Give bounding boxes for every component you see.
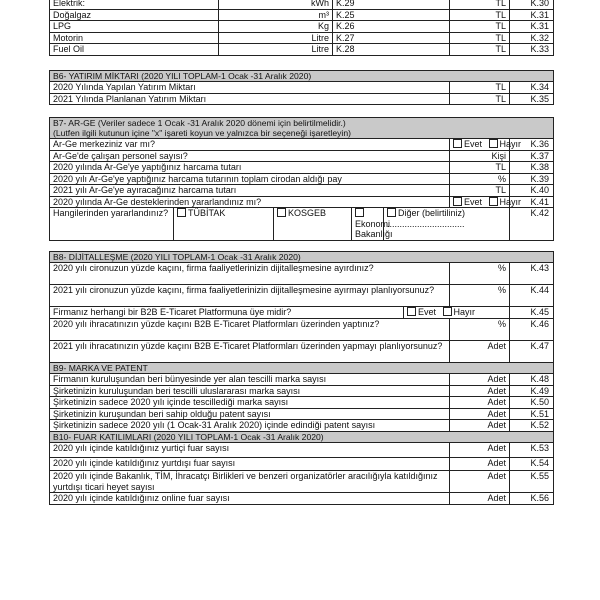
b7-label: 2021 yılı Ar-Ge'ye ayıracağınız harcama tutarı bbox=[50, 185, 450, 197]
b8-label: 2020 yılı cironuzun yüzde kaçını, firma faaliyetlerinizin dijitalleşmesine ayırdınız? bbox=[50, 263, 450, 285]
b8-row bbox=[50, 263, 554, 285]
b10-unit[interactable]: Adet bbox=[450, 458, 510, 471]
b9-code: K.50 bbox=[510, 397, 554, 409]
checkbox-icon[interactable] bbox=[489, 139, 498, 148]
b9-code: K.49 bbox=[510, 385, 554, 397]
b10-row bbox=[50, 458, 554, 471]
energy-unit: Kg bbox=[219, 21, 333, 33]
b9-unit[interactable]: Adet bbox=[450, 408, 510, 420]
b9-code: K.52 bbox=[510, 420, 554, 432]
b8-table bbox=[49, 251, 554, 363]
b10-row bbox=[50, 443, 554, 458]
b6-row bbox=[50, 82, 554, 94]
b7-support-row bbox=[50, 208, 554, 241]
b8-label: Firmanız herhangi bir B2B E-Ticaret Platformuna üye midir? bbox=[50, 307, 404, 319]
b6-label: 2021 Yılında Planlanan Yatırım Miktarı bbox=[50, 93, 450, 105]
b9-unit[interactable]: Adet bbox=[450, 374, 510, 386]
b10-unit[interactable]: Adet bbox=[450, 471, 510, 493]
option-label: KOSGEB bbox=[288, 208, 327, 218]
energy-right-unit: TL bbox=[450, 44, 510, 56]
option-label: Diğer (belirtiliniz) bbox=[398, 208, 466, 218]
b9-label: Firmanın kuruluşundan beri bünyesinde yer alan tescilli marka sayısı bbox=[50, 374, 450, 386]
b7-code: K.38 bbox=[510, 162, 554, 174]
b8-unit[interactable]: % bbox=[450, 263, 510, 285]
energy-row bbox=[50, 0, 554, 9]
energy-code: K.29 bbox=[333, 0, 450, 9]
checkbox-icon[interactable] bbox=[177, 208, 186, 217]
other-input[interactable]: ............................... bbox=[387, 218, 465, 229]
b9-table bbox=[49, 362, 554, 432]
b8-label: 2021 yılı cironuzun yüzde kaçını, firma faaliyetlerinizin dijitalleşmesine ayırmayı planlıyorsunuz? bbox=[50, 285, 450, 307]
checkbox-icon[interactable] bbox=[489, 197, 498, 206]
b7-code: K.40 bbox=[510, 185, 554, 197]
energy-unit: kWh bbox=[219, 0, 333, 9]
b9-row bbox=[50, 374, 554, 386]
b10-unit[interactable]: Adet bbox=[450, 443, 510, 458]
b8-label: 2021 yılı ihracatınızın yüzde kaçını B2B E-Ticaret Platformları üzerinden yapmayı planlıyorsunuz? bbox=[50, 340, 450, 362]
b10-code: K.54 bbox=[510, 458, 554, 471]
energy-label: Motorin bbox=[50, 32, 219, 44]
energy-right-unit: TL bbox=[450, 21, 510, 33]
b6-row bbox=[50, 93, 554, 105]
b10-row bbox=[50, 471, 554, 493]
b7-header: B7- AR-GE (Veriler sadece 1 Ocak -31 Aralık 2020 dönemi için belirtilmelidir.) bbox=[53, 118, 346, 128]
checkbox-icon[interactable] bbox=[443, 307, 452, 316]
option-label: Hayır bbox=[453, 307, 476, 317]
b8-row bbox=[50, 340, 554, 362]
b9-unit[interactable]: Adet bbox=[450, 397, 510, 409]
energy-row bbox=[50, 32, 554, 44]
b9-label: Şirketinizin kuruşundan beri sahip olduğu patent sayısı bbox=[50, 408, 450, 420]
b8-row bbox=[50, 285, 554, 307]
b7-label: Ar-Ge merkeziniz var mı? bbox=[50, 139, 450, 151]
b6-code: K.35 bbox=[510, 93, 554, 105]
b6-unit[interactable]: TL bbox=[450, 93, 510, 105]
energy-code: K.25 bbox=[333, 9, 450, 21]
b9-row bbox=[50, 408, 554, 420]
b8-code: K.45 bbox=[510, 307, 554, 319]
energy-label: LPG bbox=[50, 21, 219, 33]
b7-code: K.39 bbox=[510, 173, 554, 185]
b10-code: K.53 bbox=[510, 443, 554, 458]
b7-header-note: (Lutfen ilgili kutunun içine "x" işareti koyun ve yalnızca bir seçeneği işaretleyin) bbox=[53, 128, 351, 138]
b10-code: K.55 bbox=[510, 471, 554, 493]
b10-table bbox=[49, 431, 554, 505]
energy-label: Doğalgaz bbox=[50, 9, 219, 21]
b10-unit[interactable]: Adet bbox=[450, 493, 510, 505]
energy-right-unit: TL bbox=[450, 9, 510, 21]
b9-row bbox=[50, 385, 554, 397]
checkbox-icon[interactable] bbox=[387, 208, 396, 217]
energy-right-code: K.31 bbox=[510, 9, 554, 21]
b9-code: K.51 bbox=[510, 408, 554, 420]
b7-row bbox=[50, 173, 554, 185]
energy-code: K.27 bbox=[333, 32, 450, 44]
energy-code: K.28 bbox=[333, 44, 450, 56]
option-label: Evet bbox=[464, 196, 483, 207]
energy-right-unit: TL bbox=[450, 32, 510, 44]
b10-row bbox=[50, 493, 554, 505]
energy-unit: Litre bbox=[219, 44, 333, 56]
energy-right-code: K.30 bbox=[510, 0, 554, 9]
b9-label: Şirketinizin kuruluşundan beri tescilli uluslararası marka sayısı bbox=[50, 385, 450, 397]
option-label: Hayır bbox=[499, 139, 522, 149]
b9-header: B9- MARKA VE PATENT bbox=[50, 362, 554, 374]
b7-label: 2020 yılında Ar-Ge'ye yaptığınız harcama tutarı bbox=[50, 162, 450, 174]
b7-support-question: Hangilerinden yararlandınız? bbox=[50, 208, 174, 241]
b8-code: K.46 bbox=[510, 318, 554, 340]
b9-unit[interactable]: Adet bbox=[450, 420, 510, 432]
energy-unit: m³ bbox=[219, 9, 333, 21]
b9-code: K.48 bbox=[510, 374, 554, 386]
b7-row bbox=[50, 185, 554, 197]
checkbox-icon[interactable] bbox=[453, 197, 462, 206]
b10-label: 2020 yılı içinde katıldığınız online fuar sayısı bbox=[50, 493, 450, 505]
energy-row bbox=[50, 44, 554, 56]
survey-form bbox=[49, 0, 553, 505]
energy-code: K.26 bbox=[333, 21, 450, 33]
b7-row bbox=[50, 139, 554, 151]
b10-code: K.56 bbox=[510, 493, 554, 505]
b8-code: K.43 bbox=[510, 263, 554, 285]
checkbox-icon[interactable] bbox=[355, 208, 364, 217]
b8-row bbox=[50, 307, 554, 319]
b6-label: 2020 Yılında Yapılan Yatırım Miktarı bbox=[50, 82, 450, 94]
energy-right-code: K.32 bbox=[510, 32, 554, 44]
b6-header: B6- YATIRIM MİKTARI (2020 YILI TOPLAM-1 Ocak -31 Aralık 2020) bbox=[50, 70, 554, 82]
b7-code: K.36 bbox=[510, 139, 554, 151]
b10-label: 2020 yılı içinde Bakanlık, TİM, İhracatçı Birlikleri ve benzeri organizatörler aracılığıyla katıldığınız yurtdışı ticari heyet sayısı bbox=[50, 471, 450, 493]
b7-table bbox=[49, 117, 554, 241]
energy-table bbox=[49, 0, 554, 56]
b6-unit[interactable]: TL bbox=[450, 82, 510, 94]
b9-unit[interactable]: Adet bbox=[450, 385, 510, 397]
b7-unit[interactable]: % bbox=[450, 173, 510, 185]
b7-code: K.42 bbox=[510, 208, 554, 241]
b7-row bbox=[50, 196, 554, 208]
b10-label: 2020 yılı içinde katıldığınız yurtiçi fuar sayısı bbox=[50, 443, 450, 458]
energy-right-unit: TL bbox=[450, 0, 510, 9]
b9-row bbox=[50, 397, 554, 409]
b8-code: K.47 bbox=[510, 340, 554, 362]
b7-label: 2020 yılı Ar-Ge'ye yaptığınız harcama tutarının toplam cirodan aldığı pay bbox=[50, 173, 450, 185]
option-label: Bakanlığı bbox=[355, 229, 393, 239]
b10-header: B10- FUAR KATILIMLARI (2020 YILI TOPLAM-1 Ocak -31 Aralık 2020) bbox=[50, 431, 554, 443]
b9-row bbox=[50, 420, 554, 432]
b7-code: K.41 bbox=[510, 196, 554, 208]
b8-unit[interactable]: % bbox=[450, 318, 510, 340]
energy-row bbox=[50, 9, 554, 21]
energy-label: Fuel Oil bbox=[50, 44, 219, 56]
b7-label: 2020 yılında Ar-Ge desteklerinden yararlandınız mı? bbox=[50, 196, 450, 208]
b8-header: B8- DİJİTALLEŞME (2020 YILI TOPLAM-1 Ocak -31 Aralık 2020) bbox=[50, 251, 554, 263]
b8-row bbox=[50, 318, 554, 340]
option-label: TÜBİTAK bbox=[188, 208, 226, 218]
b8-label: 2020 yılı ihracatınızın yüzde kaçını B2B E-Ticaret Platformları üzerinden yaptınız? bbox=[50, 318, 450, 340]
energy-right-code: K.31 bbox=[510, 21, 554, 33]
option-label: Evet bbox=[418, 307, 437, 317]
b7-unit[interactable]: TL bbox=[450, 185, 510, 197]
b7-code: K.37 bbox=[510, 150, 554, 162]
checkbox-icon[interactable] bbox=[453, 139, 462, 148]
energy-unit: Litre bbox=[219, 32, 333, 44]
option-label: Evet bbox=[464, 139, 483, 149]
option-label: Ekonomi bbox=[355, 218, 391, 229]
b7-row bbox=[50, 150, 554, 162]
b7-unit[interactable]: TL bbox=[450, 162, 510, 174]
b8-unit[interactable]: Adet bbox=[450, 340, 510, 362]
b10-label: 2020 yılı içinde katıldığınız yurtdışı fuar sayısı bbox=[50, 458, 450, 471]
b6-table bbox=[49, 70, 554, 106]
b8-unit[interactable]: % bbox=[450, 285, 510, 307]
b7-label: Ar-Ge'de çalışan personel sayısı? bbox=[50, 150, 450, 162]
b7-row bbox=[50, 162, 554, 174]
checkbox-icon[interactable] bbox=[277, 208, 286, 217]
b8-code: K.44 bbox=[510, 285, 554, 307]
b9-label: Şirketinizin sadece 2020 yılı (1 Ocak-31 Aralık 2020) içinde edindiği patent sayısı bbox=[50, 420, 450, 432]
b6-code: K.34 bbox=[510, 82, 554, 94]
b7-unit[interactable]: Kişi bbox=[450, 150, 510, 162]
energy-right-code: K.33 bbox=[510, 44, 554, 56]
energy-row bbox=[50, 21, 554, 33]
option-label: Hayır bbox=[499, 196, 522, 207]
energy-label: Elektrik: bbox=[50, 0, 219, 9]
b9-label: Şirketinizin sadece 2020 yılı içinde tescillediği marka sayısı bbox=[50, 397, 450, 409]
checkbox-icon[interactable] bbox=[407, 307, 416, 316]
